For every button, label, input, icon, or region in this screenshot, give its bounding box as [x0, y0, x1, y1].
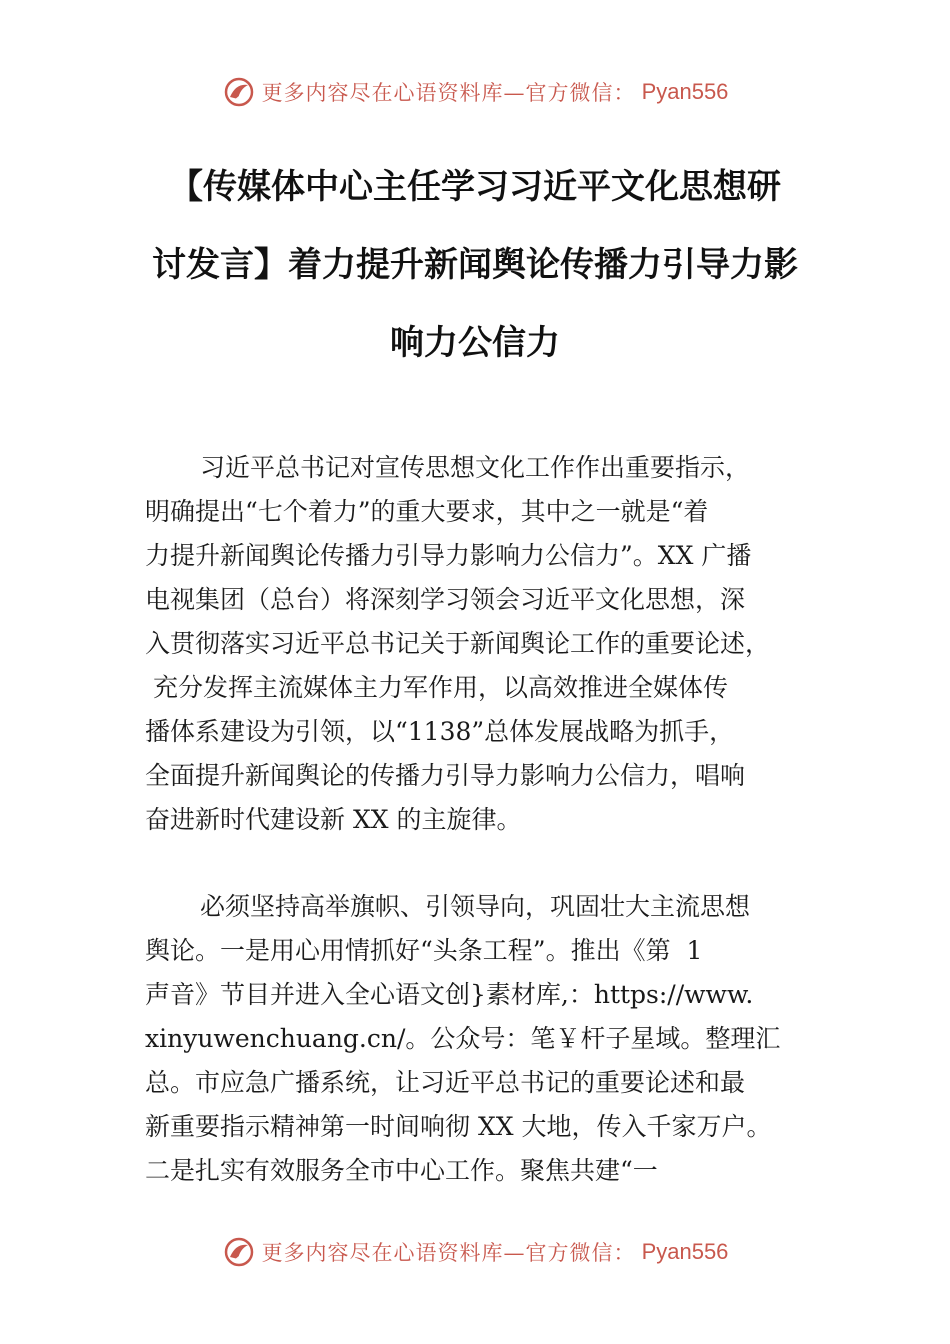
- paragraph-line: 播体系建设为引领，以“1138”总体发展战略为抓手，: [145, 717, 735, 746]
- banner-text: 更多内容尽在心语资料库—官方微信：: [261, 81, 636, 105]
- footer-banner: [0, 1230, 950, 1274]
- paragraph-line: 入贯彻落实习近平总书记关于新闻舆论工作的重要论述，: [145, 629, 771, 658]
- banner-text: 更多内容尽在心语资料库—官方微信：: [261, 1241, 636, 1265]
- paragraph-line: 新重要指示精神第一时间响彻 XX 大地，传入千家万户。: [145, 1112, 772, 1141]
- body-paragraph-2: [145, 885, 825, 1193]
- title-line: 讨发言】着力提升新闻舆论传播力引导力影: [152, 245, 798, 285]
- brand-logo-icon: [222, 75, 256, 109]
- paragraph-line: 必须坚持高举旗帜、引领导向，巩固壮大主流思想: [200, 892, 751, 921]
- paragraph-line: 总。市应急广播系统，让习近平总书记的重要论述和最: [145, 1068, 746, 1097]
- paragraph-line: 全面提升新闻舆论的传播力引导力影响力公信力，唱响: [145, 761, 746, 790]
- banner-wechat-id: Pyan556: [641, 79, 729, 104]
- paragraph-line: 充分发挥主流媒体主力军作用，以高效推进全媒体传: [145, 673, 728, 702]
- body-paragraph-1: [145, 446, 825, 842]
- paragraph-line: 奋进新时代建设新 XX 的主旋律。: [145, 805, 522, 834]
- paragraph-line: 明确提出“七个着力”的重大要求，其中之一就是“着: [145, 497, 709, 526]
- paragraph-line: 舆论。一是用心用情抓好“头条工程”。推出《第 1: [145, 936, 703, 965]
- paragraph-line: 力提升新闻舆论传播力引导力影响力公信力”。XX 广播: [145, 541, 752, 570]
- brand-logo-icon: [222, 1235, 256, 1269]
- document-title: [140, 148, 810, 382]
- paragraph-line: 声音》节目并进入全心语文创}素材库,：https://www.: [145, 980, 754, 1009]
- paragraph-line: 电视集团（总台）将深刻学习领会习近平文化思想，深: [145, 585, 746, 614]
- title-line: 【传媒体中心主任学习习近平文化思想研: [169, 167, 781, 207]
- paragraph-line: 二是扎实有效服务全市中心工作。聚焦共建“一: [145, 1156, 658, 1185]
- title-line: 响力公信力: [390, 323, 560, 363]
- paragraph-line: 习近平总书记对宣传思想文化工作作出重要指示，: [200, 453, 751, 482]
- paragraph-line: xinyuwenchuang.cn/。公众号：笔￥杆子星域。整理汇: [145, 1024, 781, 1053]
- header-banner: [0, 70, 950, 114]
- banner-wechat-id: Pyan556: [641, 1239, 729, 1264]
